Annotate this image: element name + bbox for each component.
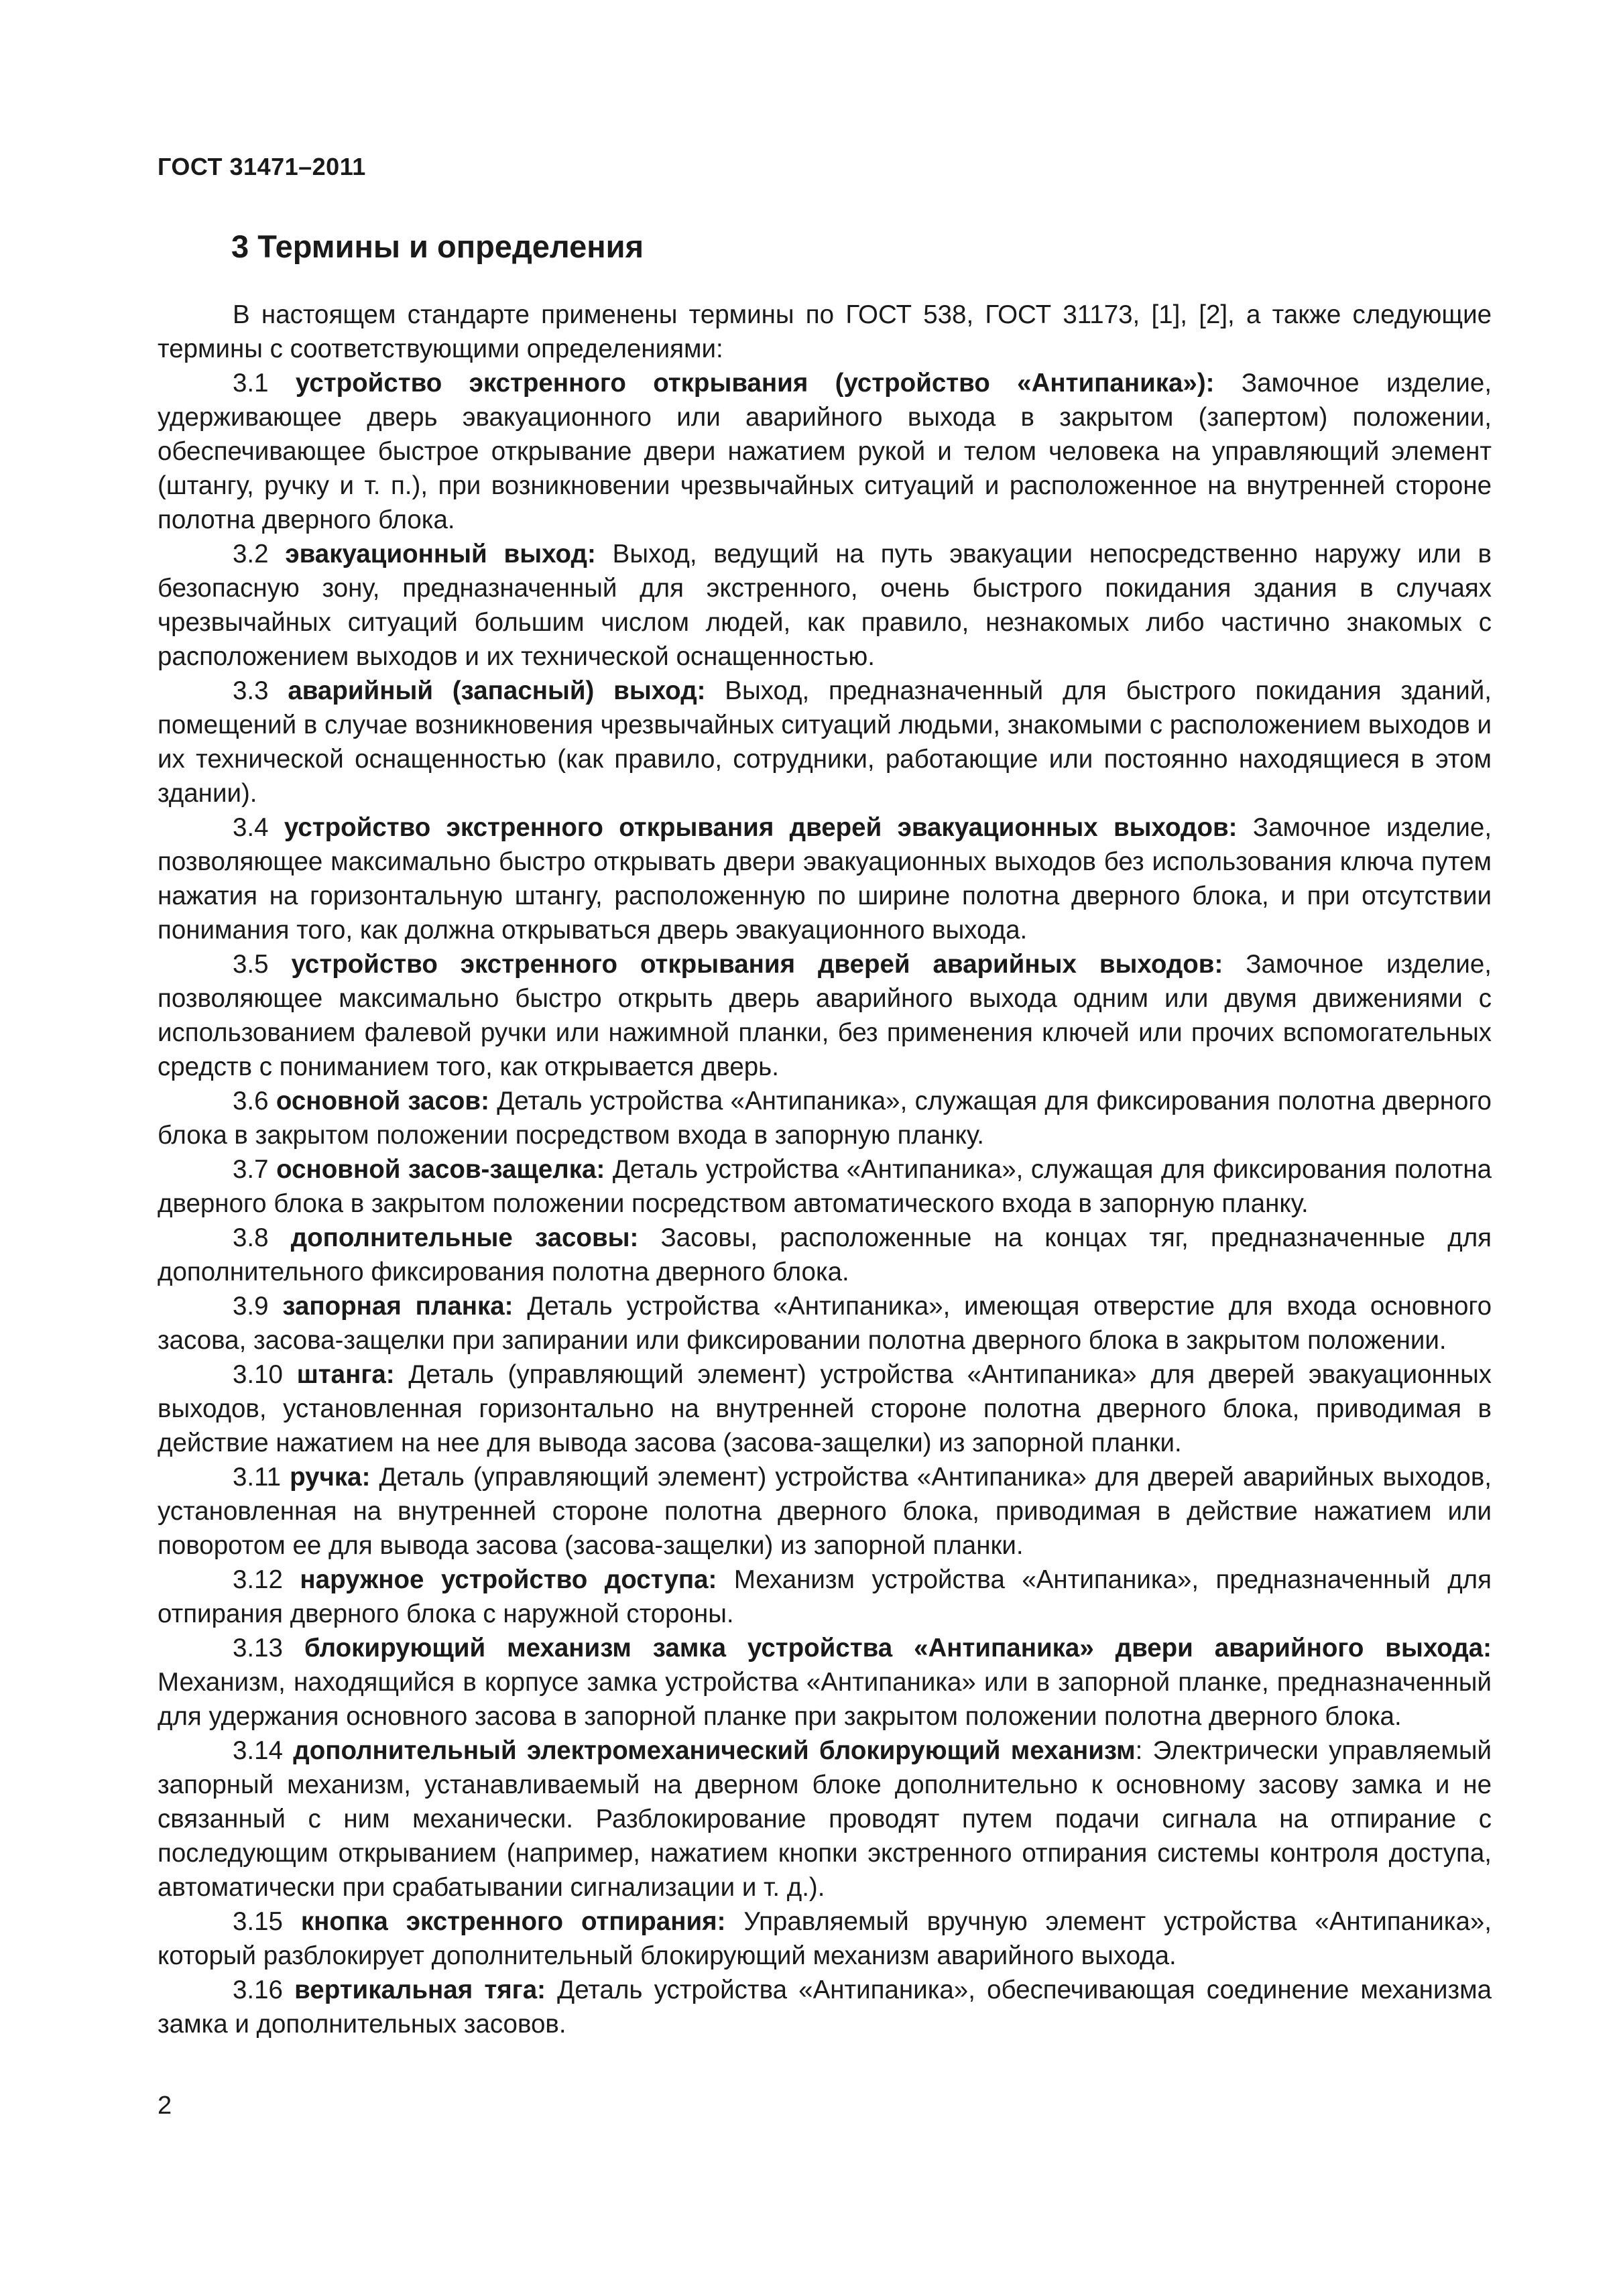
term-number: 3.7 — [233, 1155, 269, 1184]
term-3-2 — [158, 537, 1492, 674]
term-3-13 — [158, 1631, 1492, 1734]
term-name: ручка: — [290, 1463, 371, 1492]
term-name: наружное устройство доступа: — [300, 1565, 717, 1594]
term-definition: Деталь устройства «Антипаника», обеспечивающая соединение механизма замка и дополнительных засовов. — [158, 1976, 1492, 2039]
section-title: 3 Термины и определения — [231, 229, 644, 264]
term-name: запорная планка: — [282, 1292, 514, 1321]
term-definition: : Электрически управляемый запорный механизм, устанавливаемый на дверном блоке дополнительно к основному засову замка и не связанный с ним механически. Разблокирование проводят путем подачи сигнала на отпирание с последующим открыванием (например, нажатием кнопки экстренного отпирания системы контроля доступа, автоматически при срабатывании сигнализации и т. д.). — [158, 1736, 1492, 1902]
term-definition: Деталь устройства «Антипаника», служащая для фиксирования полотна дверного блока в закрытом положении посредством автоматического входа в запорную планку. — [158, 1155, 1492, 1218]
document-code: ГОСТ 31471–2011 — [158, 153, 366, 180]
term-name: блокирующий механизм замка устройства «Антипаника» двери аварийного выхода: — [304, 1634, 1492, 1663]
term-3-12 — [158, 1563, 1492, 1631]
term-definition: Деталь (управляющий элемент) устройства «Антипаника» для дверей эвакуационных выходов, установленная горизонтально на внутренней стороне полотна дверного блока, приводимая в действие нажатием на нее для вывода засова (засова-защелки) из запорной планки. — [158, 1360, 1492, 1457]
term-3-7 — [158, 1152, 1492, 1221]
term-3-15 — [158, 1905, 1492, 1973]
term-number: 3.10 — [233, 1360, 283, 1389]
term-definition: Замочное изделие, позволяющее максимально быстро открывать двери эвакуационных выходов без использования ключа путем нажатия на горизонтальную штангу, расположенную по ширине полотна дверного блока, и при отсутствии понимания того, как должна открываться дверь эвакуационного выхода. — [158, 813, 1492, 945]
term-3-10 — [158, 1357, 1492, 1460]
term-definition: Засовы, расположенные на концах тяг, предназначенные для дополнительного фиксирования полотна дверного блока. — [158, 1223, 1492, 1286]
term-number: 3.3 — [233, 676, 269, 705]
term-number: 3.13 — [233, 1634, 283, 1663]
terms-content — [158, 298, 1492, 2041]
term-3-8 — [158, 1221, 1492, 1289]
term-3-6 — [158, 1084, 1492, 1152]
term-number: 3.16 — [233, 1976, 283, 2004]
term-name: эвакуационный выход: — [285, 540, 596, 568]
term-3-5 — [158, 947, 1492, 1084]
term-definition: Замочное изделие, позволяющее максимально быстро открыть дверь аварийного выхода одним или двумя движениями с использованием фалевой ручки или нажимной планки, без применения ключей или прочих вспомогательных средств с пониманием того, как открывается дверь. — [158, 950, 1492, 1081]
term-definition: Механизм устройства «Антипаника», предназначенный для отпирания дверного блока с наружной стороны. — [158, 1565, 1492, 1628]
term-3-3 — [158, 674, 1492, 810]
term-definition: Механизм, находящийся в корпусе замка устройства «Антипаника» или в запорной планке, предназначенный для удержания основного засова в запорной планке при закрытом положении полотна дверного блока. — [158, 1668, 1492, 1731]
term-name: дополнительный электромеханический блокирующий механизм — [293, 1736, 1136, 1765]
term-number: 3.12 — [233, 1565, 283, 1594]
term-name: основной засов: — [276, 1087, 489, 1115]
term-name: основной засов-защелка: — [276, 1155, 605, 1184]
term-number: 3.11 — [233, 1463, 282, 1492]
term-definition: Деталь устройства «Антипаника», имеющая отверстие для входа основного засова, засова-защелки при запирании или фиксировании полотна дверного блока в закрытом положении. — [158, 1292, 1492, 1355]
term-definition: Деталь (управляющий элемент) устройства «Антипаника» для дверей аварийных выходов, установленная на внутренней стороне полотна дверного блока, приводимая в действие нажатием или поворотом ее для вывода засова (засова-защелки) из запорной планки. — [158, 1463, 1492, 1560]
term-3-16 — [158, 1973, 1492, 2041]
intro-paragraph: В настоящем стандарте применены термины по ГОСТ 538, ГОСТ 31173, [1], [2], а также следующие термины с соответствующими определениями: — [158, 300, 1492, 363]
term-number: 3.5 — [233, 950, 269, 979]
term-number: 3.2 — [233, 540, 269, 568]
term-definition: Выход, ведущий на путь эвакуации непосредственно наружу или в безопасную зону, предназначенный для экстренного, очень быстрого покидания здания в случаях чрезвычайных ситуаций большим числом людей, как правило, незнакомых либо частично знакомых с расположением выходов и их технической оснащенностью. — [158, 540, 1492, 671]
term-definition: Деталь устройства «Антипаника», служащая для фиксирования полотна дверного блока в закрытом положении посредством входа в запорную планку. — [158, 1087, 1492, 1150]
term-name: штанга: — [296, 1360, 395, 1389]
term-number: 3.1 — [233, 369, 269, 398]
term-3-9 — [158, 1289, 1492, 1357]
term-definition: Замочное изделие, удерживающее дверь эвакуационного или аварийного выхода в закрытом (запертом) положении, обеспечивающее быстрое открывание двери нажатием рукой и телом человека на управляющий элемент (штангу, ручку и т. п.), при возникновении чрезвычайных ситуаций и расположенное на внутренней стороне полотна дверного блока. — [158, 369, 1492, 534]
term-definition: Выход, предназначенный для быстрого покидания зданий, помещений в случае возникновения чрезвычайных ситуаций людьми, знакомыми с расположением выходов и их технической оснащенностью (как правило, сотрудники, работающие или постоянно находящиеся в этом здании). — [158, 676, 1492, 808]
term-definition: Управляемый вручную элемент устройства «Антипаника», который разблокирует дополнительный блокирующий механизм аварийного выхода. — [158, 1907, 1492, 1970]
term-number: 3.9 — [233, 1292, 269, 1321]
term-name: вертикальная тяга: — [294, 1976, 546, 2004]
page-number: 2 — [158, 2092, 172, 2120]
term-name: кнопка экстренного отпирания: — [300, 1907, 726, 1936]
term-number: 3.14 — [233, 1736, 283, 1765]
term-name: устройство экстренного открывания дверей эвакуационных выходов: — [284, 813, 1238, 842]
term-3-14 — [158, 1734, 1492, 1905]
term-name: устройство экстренного открывания дверей аварийных выходов: — [291, 950, 1223, 979]
term-number: 3.15 — [233, 1907, 283, 1936]
term-3-4 — [158, 810, 1492, 947]
term-name: дополнительные засовы: — [290, 1223, 639, 1252]
term-number: 3.6 — [233, 1087, 269, 1115]
term-name: устройство экстренного открывания (устройство «Антипаника»): — [295, 369, 1215, 398]
term-name: аварийный (запасный) выход: — [288, 676, 706, 705]
term-3-1 — [158, 366, 1492, 537]
term-3-11 — [158, 1460, 1492, 1563]
term-number: 3.4 — [233, 813, 269, 842]
term-number: 3.8 — [233, 1223, 269, 1252]
